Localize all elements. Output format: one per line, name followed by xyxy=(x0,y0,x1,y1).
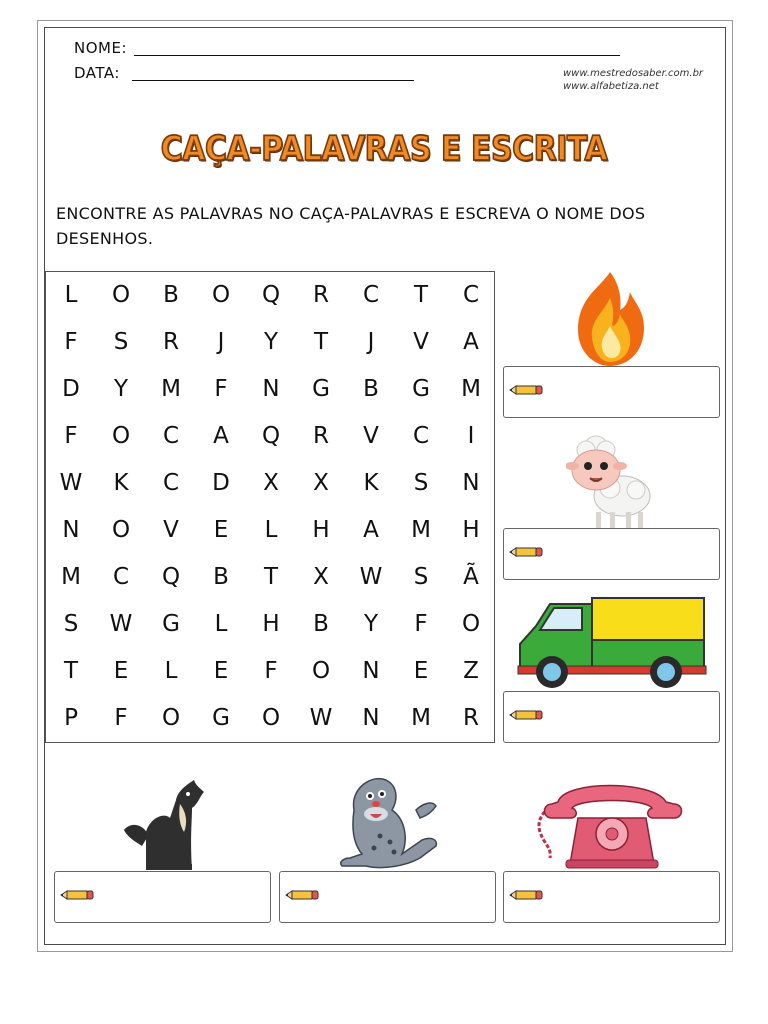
truck-icon xyxy=(516,596,708,690)
grid-letter[interactable]: L xyxy=(164,658,178,684)
grid-letter[interactable]: T xyxy=(313,329,329,355)
grid-letter[interactable]: D xyxy=(62,376,80,402)
grid-letter[interactable]: O xyxy=(111,517,131,543)
grid-letter[interactable]: F xyxy=(264,658,278,684)
pencil-icon xyxy=(59,886,95,904)
grid-letter[interactable]: O xyxy=(111,282,131,308)
name-line[interactable] xyxy=(134,55,620,56)
answer-box-fire[interactable] xyxy=(503,366,720,418)
grid-letter[interactable]: A xyxy=(363,517,379,543)
grid-letter[interactable]: W xyxy=(359,564,383,590)
grid-letter[interactable]: L xyxy=(264,517,278,543)
grid-letter[interactable]: G xyxy=(312,376,330,402)
answer-box-wolf[interactable] xyxy=(54,871,271,923)
grid-letter[interactable]: H xyxy=(462,517,480,543)
answer-box-seal[interactable] xyxy=(279,871,496,923)
fire-icon xyxy=(570,268,650,368)
grid-letter[interactable]: B xyxy=(313,611,329,637)
grid-letter[interactable]: A xyxy=(213,423,229,449)
answer-box-truck[interactable] xyxy=(503,691,720,743)
grid-letter[interactable]: X xyxy=(263,470,279,496)
grid-letter[interactable]: O xyxy=(211,282,231,308)
grid-letter[interactable]: N xyxy=(362,658,380,684)
grid-letter[interactable]: A xyxy=(463,329,479,355)
grid-letter[interactable]: B xyxy=(213,564,229,590)
site-link-2: www.alfabetiza.net xyxy=(563,81,659,92)
grid-letter[interactable]: V xyxy=(413,329,429,355)
page-title: CAÇA-PALAVRAS E ESCRITA xyxy=(160,129,608,170)
grid-letter[interactable]: N xyxy=(462,470,480,496)
telephone-icon xyxy=(534,774,690,872)
grid-letter[interactable]: F xyxy=(414,611,428,637)
grid-letter[interactable]: Y xyxy=(363,611,379,637)
grid-letter[interactable]: Q xyxy=(261,423,281,449)
grid-letter[interactable]: E xyxy=(113,658,129,684)
grid-letter[interactable]: F xyxy=(64,329,78,355)
grid-letter[interactable]: F xyxy=(214,376,228,402)
grid-letter[interactable]: C xyxy=(462,282,480,308)
grid-letter[interactable]: S xyxy=(113,329,129,355)
grid-letter[interactable]: Y xyxy=(113,376,129,402)
grid-letter[interactable]: M xyxy=(161,376,181,402)
word-search-grid xyxy=(45,271,495,743)
pencil-icon xyxy=(508,543,544,561)
seal-icon xyxy=(336,770,440,872)
pencil-icon xyxy=(508,381,544,399)
grid-letter[interactable]: J xyxy=(217,329,225,355)
grid-letter[interactable]: G xyxy=(212,705,230,731)
grid-letter[interactable]: S xyxy=(413,564,429,590)
grid-letter[interactable]: O xyxy=(311,658,331,684)
grid-letter[interactable]: K xyxy=(113,470,129,496)
grid-letter[interactable]: M xyxy=(61,564,81,590)
grid-letter[interactable]: N xyxy=(362,705,380,731)
grid-letter[interactable]: Q xyxy=(261,282,281,308)
grid-letter[interactable]: W xyxy=(309,705,333,731)
grid-letter[interactable]: E xyxy=(413,658,429,684)
grid-letter[interactable]: C xyxy=(162,423,180,449)
grid-letter[interactable]: O xyxy=(161,705,181,731)
grid-letter[interactable]: R xyxy=(313,282,329,308)
grid-letter[interactable]: L xyxy=(214,611,228,637)
grid-letter[interactable]: R xyxy=(163,329,179,355)
pencil-icon xyxy=(508,706,544,724)
grid-letter[interactable]: F xyxy=(64,423,78,449)
grid-letter[interactable]: S xyxy=(413,470,429,496)
grid-letter[interactable]: X xyxy=(313,470,329,496)
grid-letter[interactable]: C xyxy=(112,564,130,590)
grid-letter[interactable]: E xyxy=(213,517,229,543)
date-label: DATA: xyxy=(74,64,120,82)
grid-letter[interactable]: R xyxy=(463,705,479,731)
grid-letter[interactable]: T xyxy=(263,564,279,590)
instructions-text: ENCONTRE AS PALAVRAS NO CAÇA-PALAVRAS E ESCREVA O NOME DOS DESENHOS. xyxy=(56,204,646,248)
grid-letter[interactable]: V xyxy=(163,517,179,543)
grid-letter[interactable]: M xyxy=(411,517,431,543)
name-field xyxy=(74,39,127,57)
grid-letter[interactable]: E xyxy=(213,658,229,684)
grid-letter[interactable]: X xyxy=(313,564,329,590)
pencil-icon xyxy=(508,886,544,904)
grid-letter[interactable]: W xyxy=(59,470,83,496)
grid-letter[interactable]: B xyxy=(363,376,379,402)
grid-letter[interactable]: J xyxy=(367,329,375,355)
grid-letter[interactable]: M xyxy=(461,376,481,402)
grid-letter[interactable]: G xyxy=(162,611,180,637)
site-link-1: www.mestredosaber.com.br xyxy=(563,68,704,79)
grid-letter[interactable]: Z xyxy=(463,658,479,684)
grid-letter[interactable]: S xyxy=(63,611,79,637)
grid-letter[interactable]: P xyxy=(64,705,78,731)
grid-letter[interactable]: N xyxy=(62,517,80,543)
grid-letter[interactable]: O xyxy=(461,611,481,637)
answer-box-telephone[interactable] xyxy=(503,871,720,923)
grid-letter[interactable]: F xyxy=(114,705,128,731)
date-line[interactable] xyxy=(132,80,414,81)
grid-letter[interactable]: O xyxy=(111,423,131,449)
grid-letter[interactable]: B xyxy=(163,282,179,308)
date-field xyxy=(74,64,120,82)
grid-letter[interactable]: N xyxy=(262,376,280,402)
grid-letter[interactable]: L xyxy=(64,282,78,308)
grid-letter[interactable]: R xyxy=(313,423,329,449)
pencil-icon xyxy=(284,886,320,904)
grid-letter[interactable]: T xyxy=(63,658,79,684)
sheep-icon xyxy=(566,432,656,530)
grid-letter[interactable]: I xyxy=(467,423,475,449)
grid-letter[interactable]: Q xyxy=(161,564,181,590)
grid-letter[interactable]: H xyxy=(312,517,330,543)
grid-letter[interactable]: Ã xyxy=(463,564,479,590)
answer-box-sheep[interactable] xyxy=(503,528,720,580)
grid-letter[interactable]: D xyxy=(212,470,230,496)
wolf-icon xyxy=(118,776,208,872)
grid-letter[interactable]: Y xyxy=(263,329,279,355)
grid-letter[interactable]: M xyxy=(411,705,431,731)
grid-letter[interactable]: T xyxy=(413,282,429,308)
grid-letter[interactable]: V xyxy=(363,423,379,449)
grid-letter[interactable]: K xyxy=(363,470,379,496)
name-label: NOME: xyxy=(74,39,128,57)
grid-letter[interactable]: C xyxy=(162,470,180,496)
grid-letter[interactable]: C xyxy=(362,282,380,308)
grid-letter[interactable]: C xyxy=(412,423,430,449)
grid-letter[interactable]: H xyxy=(262,611,280,637)
grid-letter[interactable]: G xyxy=(412,376,430,402)
grid-letter[interactable]: W xyxy=(109,611,133,637)
grid-letter[interactable]: O xyxy=(261,705,281,731)
